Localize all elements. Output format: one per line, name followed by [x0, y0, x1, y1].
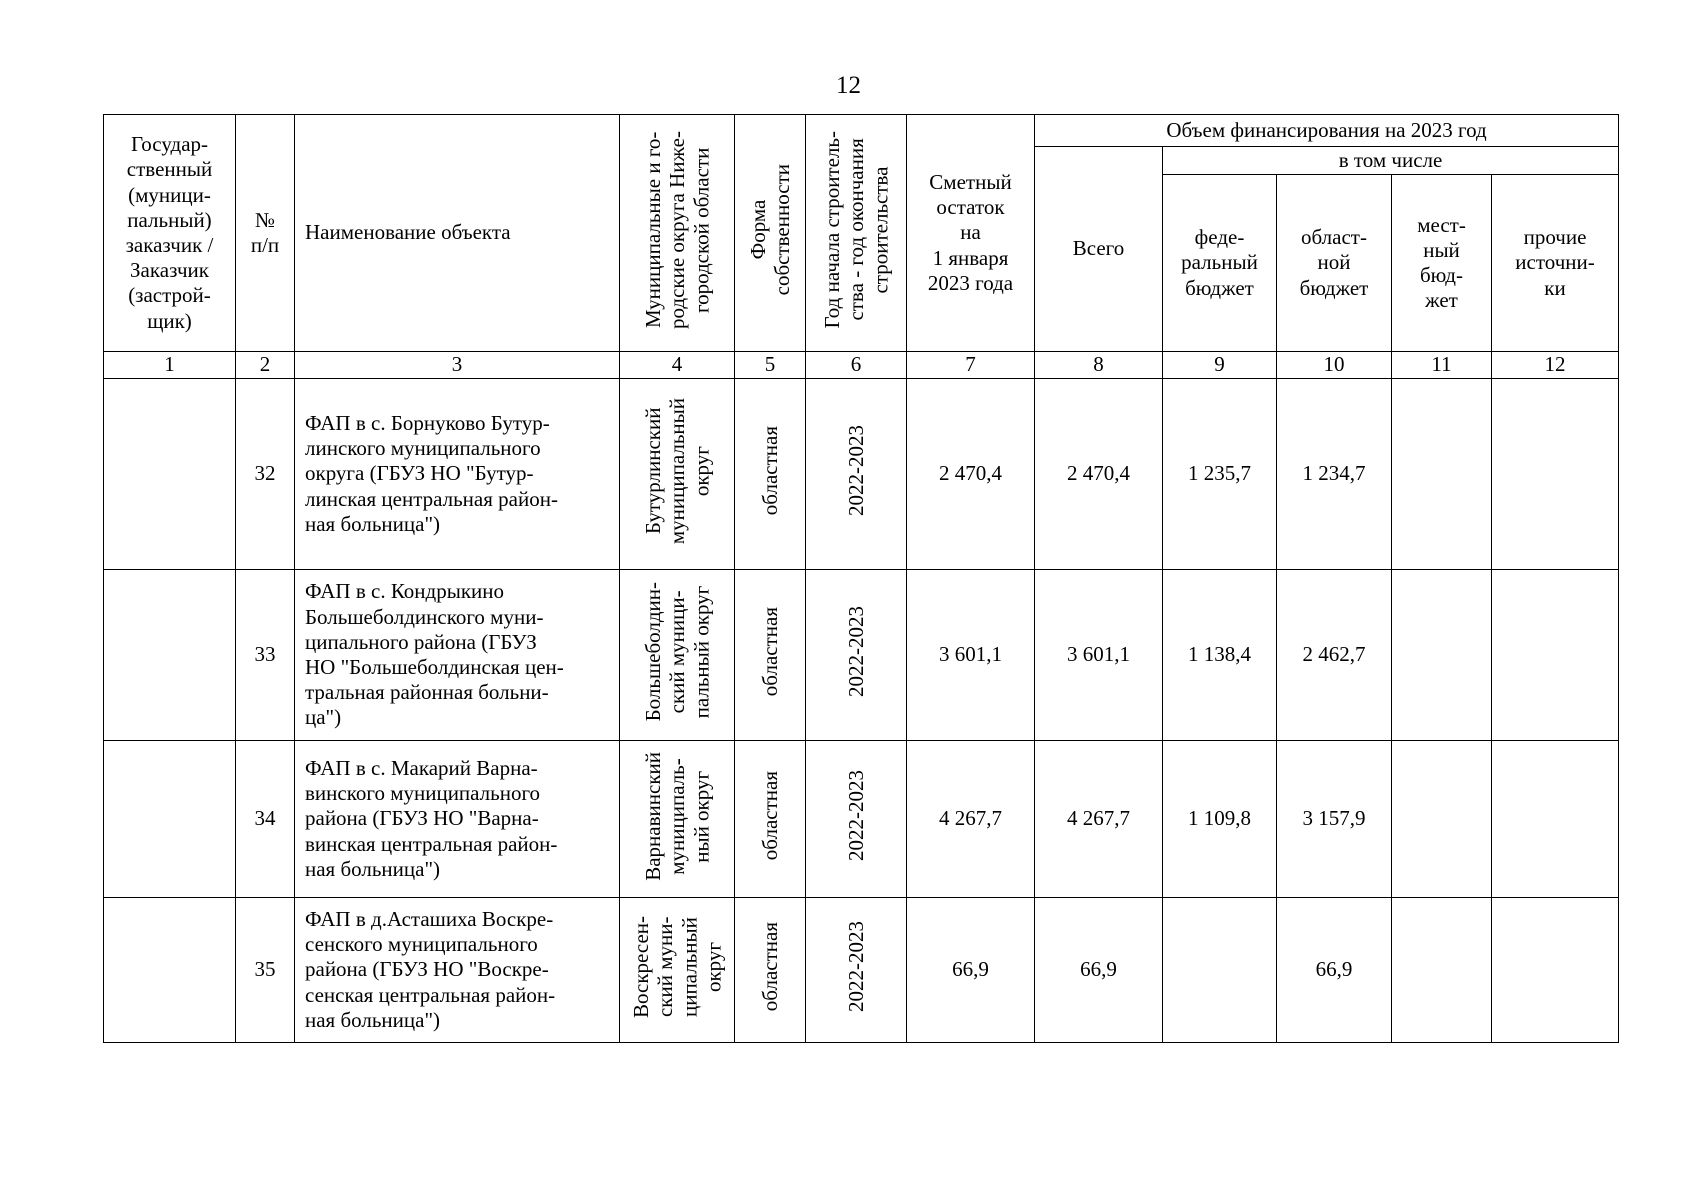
- column-number: 1: [104, 352, 236, 379]
- cell-number: 35: [236, 898, 295, 1043]
- cell-total: 66,9: [1035, 898, 1163, 1043]
- cell-total: 3 601,1: [1035, 570, 1163, 741]
- column-number: 5: [735, 352, 806, 379]
- cell-regional: 2 462,7: [1277, 570, 1392, 741]
- municipality-text: Бутурлинский муниципальный округ: [640, 397, 714, 544]
- header-number: № п/п: [236, 115, 295, 352]
- header-local-budget: мест- ный бюд- жет: [1392, 175, 1492, 352]
- cell-local: [1392, 741, 1492, 898]
- column-number: 12: [1492, 352, 1619, 379]
- cell-local: [1392, 379, 1492, 570]
- cell-number: 32: [236, 379, 295, 570]
- column-number: 9: [1163, 352, 1277, 379]
- column-number: 6: [806, 352, 907, 379]
- cell-other: [1492, 898, 1619, 1043]
- municipality-text: Варнавинский муниципаль- ный округ: [640, 751, 714, 881]
- header-regional-budget: област- ной бюджет: [1277, 175, 1392, 352]
- cell-local: [1392, 898, 1492, 1043]
- page-number: 12: [836, 72, 861, 99]
- cell-ownership: [735, 379, 806, 570]
- municipality-text: Большеболдин- ский муници- пальный округ: [640, 582, 714, 722]
- cell-estimate: 3 601,1: [907, 570, 1035, 741]
- cell-total: 2 470,4: [1035, 379, 1163, 570]
- cell-federal: [1163, 898, 1277, 1043]
- header-other-sources: прочие источни- ки: [1492, 175, 1619, 352]
- cell-regional: 3 157,9: [1277, 741, 1392, 898]
- header-years-cell: [806, 115, 907, 352]
- cell-other: [1492, 570, 1619, 741]
- cell-total: 4 267,7: [1035, 741, 1163, 898]
- ownership-text: областная: [757, 771, 782, 861]
- cell-customer: [104, 379, 236, 570]
- cell-other: [1492, 379, 1619, 570]
- table-row: [104, 741, 1619, 898]
- column-number: 3: [295, 352, 620, 379]
- column-number: 11: [1392, 352, 1492, 379]
- table-body: [104, 379, 1619, 1043]
- header-municipality: Муниципальные и го- родские округа Ниже- городской области: [640, 130, 714, 329]
- years-text: 2022-2023: [843, 425, 868, 517]
- cell-ownership: [735, 570, 806, 741]
- ownership-text: областная: [757, 922, 782, 1012]
- cell-municipality: [620, 570, 735, 741]
- cell-years: [806, 379, 907, 570]
- header-total: Всего: [1035, 147, 1163, 352]
- header-estimate-remainder: Сметный остаток на 1 января 2023 года: [907, 115, 1035, 352]
- cell-ownership: [735, 898, 806, 1043]
- cell-customer: [104, 741, 236, 898]
- cell-ownership: [735, 741, 806, 898]
- header-object-name: Наименование объекта: [295, 115, 620, 352]
- cell-municipality: [620, 379, 735, 570]
- header-federal-budget: феде- ральный бюджет: [1163, 175, 1277, 352]
- cell-estimate: 66,9: [907, 898, 1035, 1043]
- cell-customer: [104, 898, 236, 1043]
- cell-estimate: 4 267,7: [907, 741, 1035, 898]
- header-municipality-cell: [620, 115, 735, 352]
- column-number: 2: [236, 352, 295, 379]
- cell-estimate: 2 470,4: [907, 379, 1035, 570]
- header-customer: Государ- ственный (муници- пальный) заказчик / Заказчик (застрой- щик): [104, 115, 236, 352]
- header-ownership-cell: [735, 115, 806, 352]
- table-header: [104, 115, 1619, 379]
- cell-object-name: ФАП в с. Кондрыкино Большеболдинского муни- ципального района (ГБУЗ НО "Большеболдинская цен- тральная районная больни- ца"): [295, 570, 620, 741]
- ownership-text: областная: [757, 607, 782, 697]
- header-including: в том числе: [1163, 147, 1619, 175]
- header-financing-2023: Объем финансирования на 2023 год: [1035, 115, 1619, 147]
- cell-municipality: [620, 741, 735, 898]
- years-text: 2022-2023: [843, 606, 868, 698]
- cell-regional: 1 234,7: [1277, 379, 1392, 570]
- cell-object-name: ФАП в с. Макарий Варна- винского муниципального района (ГБУЗ НО "Варна- винская центральная район- ная больница"): [295, 741, 620, 898]
- column-number: 8: [1035, 352, 1163, 379]
- ownership-text: областная: [757, 426, 782, 516]
- cell-municipality: [620, 898, 735, 1043]
- column-number: 7: [907, 352, 1035, 379]
- cell-other: [1492, 741, 1619, 898]
- cell-federal: 1 138,4: [1163, 570, 1277, 741]
- cell-years: [806, 570, 907, 741]
- column-numbers-row: [104, 352, 1619, 379]
- cell-number: 33: [236, 570, 295, 741]
- years-text: 2022-2023: [843, 921, 868, 1013]
- cell-object-name: ФАП в с. Борнуково Бутур- линского муниципального округа (ГБУЗ НО "Бутур- линская центральная район- ная больница"): [295, 379, 620, 570]
- cell-number: 34: [236, 741, 295, 898]
- cell-customer: [104, 570, 236, 741]
- municipality-text: Воскресен- ский муни- ципальный округ: [628, 915, 726, 1018]
- column-number: 10: [1277, 352, 1392, 379]
- table-row: [104, 570, 1619, 741]
- header-ownership: Форма собственности: [745, 164, 794, 296]
- cell-object-name: ФАП в д.Асташиха Воскре- сенского муниципального района (ГБУЗ НО "Воскре- сенская центральная район- ная больница"): [295, 898, 620, 1043]
- cell-years: [806, 898, 907, 1043]
- financing-table: [103, 114, 1619, 1043]
- column-number: 4: [620, 352, 735, 379]
- cell-local: [1392, 570, 1492, 741]
- cell-regional: 66,9: [1277, 898, 1392, 1043]
- years-text: 2022-2023: [843, 770, 868, 862]
- cell-years: [806, 741, 907, 898]
- table-row: [104, 898, 1619, 1043]
- table-row: [104, 379, 1619, 570]
- header-years: Год начала строитель- ства - год окончания строительства: [819, 131, 893, 329]
- cell-federal: 1 235,7: [1163, 379, 1277, 570]
- cell-federal: 1 109,8: [1163, 741, 1277, 898]
